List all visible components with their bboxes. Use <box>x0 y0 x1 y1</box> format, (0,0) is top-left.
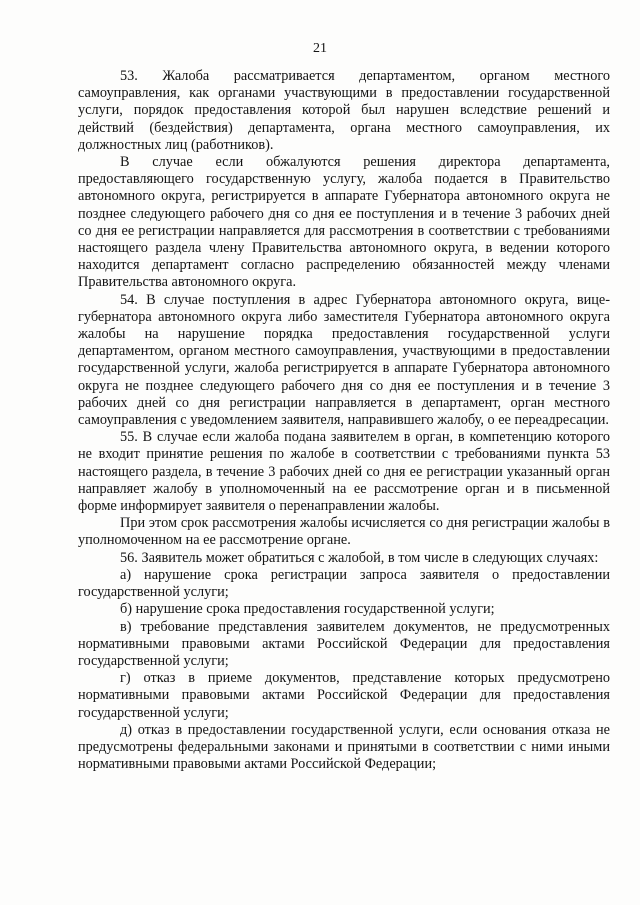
page-number: 21 <box>313 41 327 56</box>
list-item-d: д) отказ в предоставлении государственной услуги, если основания отказа не предусмотрены федеральными законами и принятыми в соответствии с ними иными нормативными правовыми актами Российской Федерации; <box>78 721 610 773</box>
paragraph-53: 53. Жалоба рассматривается департаментом, органом местного самоуправления, как органами участвующими в предоставлении государственной услуги, порядок предоставления которой был нарушен вследствие решений и действий (бездействия) департамента, органа местного самоуправления, их должностных лиц (работников). <box>78 68 610 153</box>
paragraph-55: 55. В случае если жалоба подана заявителем в орган, в компетенцию которого не входит принятие решения по жалобе в соответствии с требованиями пункта 53 настоящего раздела, в течение 3 рабочих дней со дня ее регистрации указанный орган направляет жалобу в уполномоченный на ее рассмотрение орган и в письменной форме информирует заявителя о перенаправлении жалобы. <box>78 429 610 515</box>
list-item-b: б) нарушение срока предоставления государственной услуги; <box>120 601 495 618</box>
paragraph-53-director-case: В случае если обжалуются решения директора департамента, предоставляющего государственную услугу, жалоба подается в Правительство автономного округа, регистрируется в аппарате Губернатора автономного округа не позднее следующего рабочего дня со дня ее поступления и в течение 3 рабочих дней со дня ее регистрации направляется для рассмотрения в соответствии с требованиями настоящего раздела члену Правительства автономного округа, в ведении которого находится департамент согласно распределению обязанностей между членами Правительства автономного округа. <box>78 154 610 291</box>
document-body <box>78 68 610 773</box>
list-item-a: а) нарушение срока регистрации запроса заявителя о предоставлении государственной услуги; <box>78 566 610 601</box>
paragraph-56: 56. Заявитель может обратиться с жалобой, в том числе в следующих случаях: <box>120 549 599 566</box>
paragraph-55-term: При этом срок рассмотрения жалобы исчисляется со дня регистрации жалобы в уполномоченном на ее рассмотрение органе. <box>78 515 610 549</box>
list-item-g: г) отказ в приеме документов, представление которых предусмотрено нормативными правовыми актами Российской Федерации для предоставления государственной услуги; <box>78 670 610 721</box>
list-item-v: в) требование представления заявителем документов, не предусмотренных нормативными правовыми актами Российской Федерации для предоставления государственной услуги; <box>78 618 610 669</box>
paragraph-54: 54. В случае поступления в адрес Губернатора автономного округа, вице-губернатора автономного округа либо заместителя Губернатора автономного округа жалобы на нарушение порядка предоставления государственной услуги департаментом, органом местного самоуправления, участвующими в предоставлении государственной услуги, жалоба регистрируется в аппарате Губернатора автономного округа не позднее следующего рабочего дня со дня ее поступления и в течение 3 рабочих дней со дня регистрации направляется в департамент, орган местного самоуправления с уведомлением заявителя, направившего жалобу, о ее переадресации. <box>78 291 610 429</box>
